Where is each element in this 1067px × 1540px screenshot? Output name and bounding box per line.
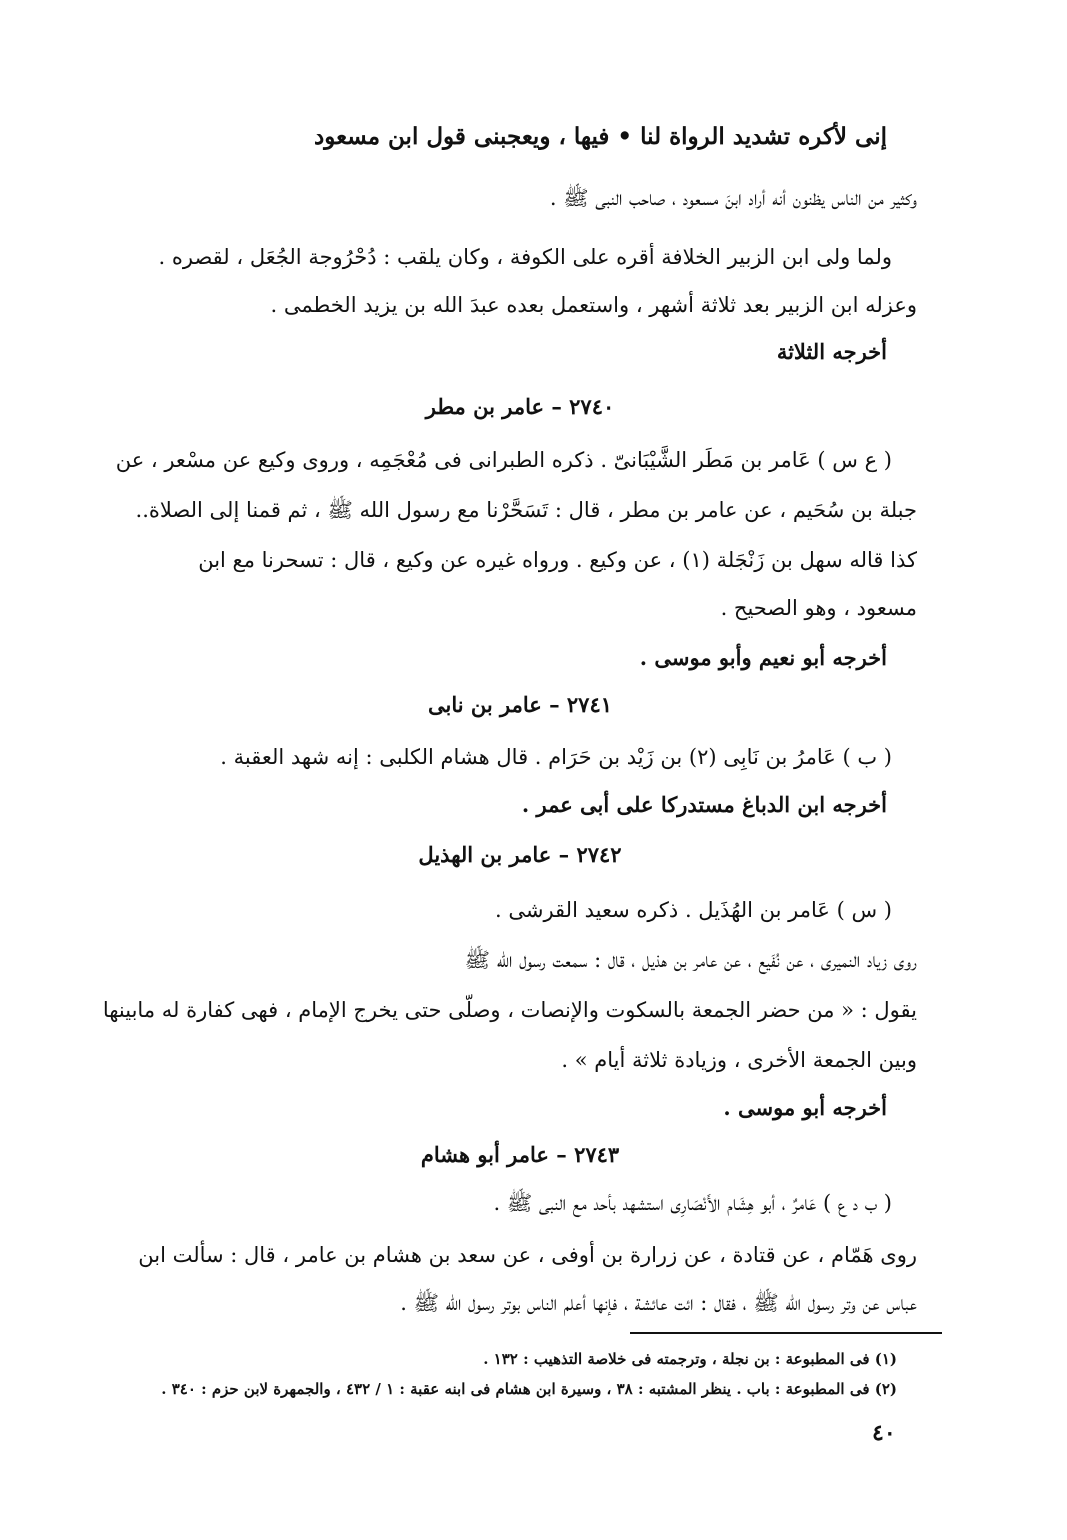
entry-heading-2741: ٢٧٤١ – عامر بن نابى: [427, 692, 613, 717]
attribution-line: أخرجه أبو نعيم وأبو موسى .: [639, 645, 887, 670]
text-line: ولما ولى ابن الزبير الخلافة أقره على الكوفة ، وكان يلقب : دُحْرُوجة الجُعَل ، لقصره .: [158, 245, 892, 269]
page-number: ٤٠: [872, 1420, 896, 1446]
footnote-1: (١) فى المطبوعة : بن نجلة ، وترجمته فى خلاصة التذهيب : ١٣٢ .: [483, 1350, 897, 1368]
entry-text: روى هَمّام ، عن قتادة ، عن زرارة بن أوفى ، عن سعد بن هشام بن عامر ، قال : سألت ابن: [138, 1243, 917, 1267]
entry-text: روى زياد النميرى ، عن نُفَيع ، عن عامر بن هذيل ، قال : سمعت رسول الله ﷺ: [464, 948, 917, 972]
attribution-line: أخرجه أبو موسى .: [723, 1095, 887, 1120]
entry-text: ( ب د ع ) عَامرٌ ، أبو هِشَام الأَنْصَارِى استشهد بأحد مع النبى ﷺ .: [493, 1191, 892, 1215]
entry-text: كذا قاله سهل بن زَنْجَلة (١) ، عن وكيع . ورواه غيره عن وكيع ، قال : تسحرنا مع ابن: [198, 548, 917, 572]
entry-text: ( ب ) عَامرُ بن نَابِى (٢) بن زَيْد بن حَرَام . قال هشام الكلبى : إنه شهد العقبة .: [220, 745, 892, 769]
entry-text: يقول : « من حضر الجمعة بالسكوت والإنصات ، وصلّى حتى يخرج الإمام ، فهى كفارة له مابينها: [102, 998, 917, 1022]
entry-heading-2742: ٢٧٤٢ – عامر بن الهذيل: [418, 842, 622, 867]
attribution-line: أخرجه ابن الدباغ مستدركا على أبى عمر .: [521, 792, 887, 817]
entry-heading-2743: ٢٧٤٣ – عامر أبو هشام: [420, 1142, 620, 1167]
entry-text: جبلة بن سُحَيم ، عن عامر بن مطر ، قال : تَسَحَّرْنا مع رسول الله ﷺ ، ثم قمنا إلى الصلاة..: [135, 498, 917, 522]
entry-heading-2740: ٢٧٤٠ – عامر بن مطر: [425, 394, 615, 419]
footnote-2: (٢) فى المطبوعة : باب . ينظر المشتبه : ٣٨ ، وسيرة ابن هشام فى ابنه عقبة : ١ / ٤٣٢ ، والجمهرة لابن حزم : ٣٤٠ .: [161, 1380, 897, 1398]
entry-text: عباس عن وتر رسول الله ﷺ ، فقال : ائت عائشة ، فإنها أعلم الناس بوتر رسول الله ﷺ .: [400, 1291, 917, 1315]
attribution-line: أخرجه الثلاثة: [776, 339, 887, 364]
poetry-verse: إنى لأكره تشديد الرواة لنا • فيها ، ويعجبنى قول ابن مسعود: [313, 123, 887, 150]
entry-text: ( ع س ) عَامر بن مَطَر الشَّيْبَانىّ . ذكره الطبرانى فى مُعْجَمِه ، وروى وكيع عن مسْعر ، عن: [115, 448, 892, 472]
text-line: وكثير من الناس يظنون أنه أراد ابنَ مسعود ، صاحب النبى ﷺ .: [549, 186, 917, 210]
entry-text: مسعود ، وهو الصحيح .: [720, 596, 917, 620]
text-line: وعزله ابن الزبير بعد ثلاثة أشهر ، واستعمل بعده عبدَ الله بن يزيد الخطمى .: [270, 293, 917, 317]
entry-text: وبين الجمعة الأخرى ، وزيادة ثلاثة أيام » .: [561, 1048, 917, 1072]
footnote-divider: [630, 1332, 942, 1334]
entry-text: ( س ) عَامر بن الهُذَيل . ذكره سعيد القرشى .: [495, 898, 892, 922]
